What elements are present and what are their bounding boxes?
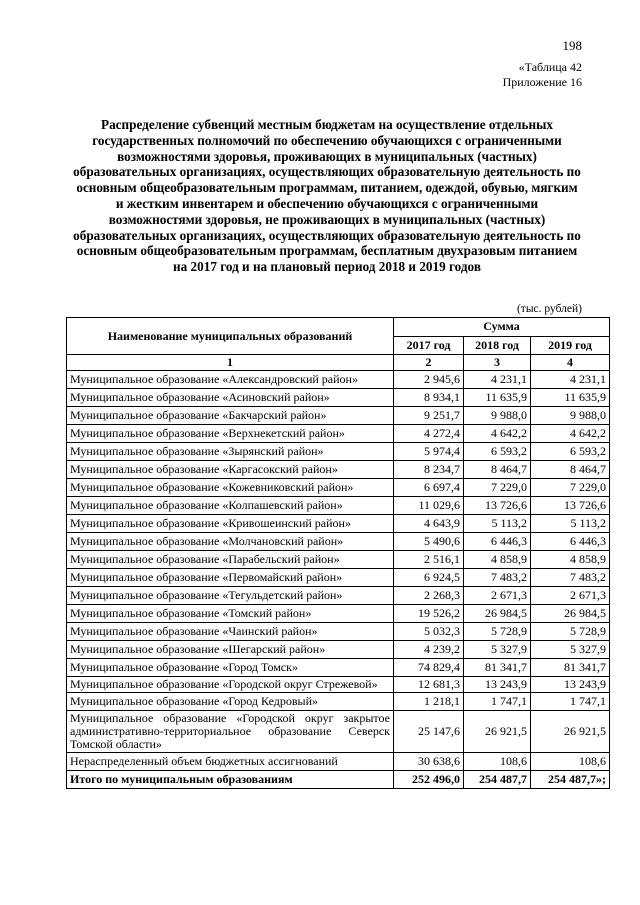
table-row [67,443,610,461]
amount-2019: 5 327,9 [531,641,610,659]
municipality-name: Муниципальное образование «Город Кедровый» [67,693,394,711]
amount-2017: 2 945,6 [394,371,464,389]
amount-2017: 6 697,4 [394,479,464,497]
amount-2018: 4 231,1 [464,371,531,389]
amount-2017: 74 829,4 [394,659,464,677]
amount-2018: 4 642,2 [464,425,531,443]
municipality-name: Муниципальное образование «Александровский район» [67,371,394,389]
table-row [67,677,610,693]
amount-2019: 26 921,5 [531,711,610,753]
table-row [67,461,610,479]
municipality-name: Муниципальное образование «Город Томск» [67,659,394,677]
amount-2019: 4 858,9 [531,551,610,569]
amount-2017: 5 490,6 [394,533,464,551]
table-row [67,711,610,753]
table-row [67,605,610,623]
amount-2017: 2 516,1 [394,551,464,569]
municipality-name: Муниципальное образование «Городской округ Стрежевой» [67,677,394,693]
amount-2018: 5 728,9 [464,623,531,641]
amount-2017: 8 934,1 [394,389,464,407]
amount-2018: 6 593,2 [464,443,531,461]
amount-2018: 5 113,2 [464,515,531,533]
table-row [67,371,610,389]
amount-2019: 108,6 [531,753,610,771]
total-2018: 254 487,7 [464,771,531,789]
amount-2019: 6 446,3 [531,533,610,551]
column-index: 3 [464,355,531,371]
total-2019: 254 487,7»; [531,771,610,789]
table-row [67,753,610,771]
amount-2019: 7 229,0 [531,479,610,497]
amount-2018: 7 483,2 [464,569,531,587]
amount-2018: 26 984,5 [464,605,531,623]
table-row [67,533,610,551]
table-row [67,693,610,711]
amount-2017: 19 526,2 [394,605,464,623]
amount-2018: 4 858,9 [464,551,531,569]
municipality-name: Муниципальное образование «Шегарский район» [67,641,394,659]
amount-2017: 12 681,3 [394,677,464,693]
amount-2017: 5 974,4 [394,443,464,461]
amount-2018: 81 341,7 [464,659,531,677]
column-index: 4 [531,355,610,371]
column-index: 1 [67,355,394,371]
amount-2017: 4 272,4 [394,425,464,443]
amount-2019: 2 671,3 [531,587,610,605]
header-year-2018: 2018 год [464,336,531,355]
amount-2018: 1 747,1 [464,693,531,711]
total-label: Итого по муниципальным образованиям [67,771,394,789]
amount-2019: 26 984,5 [531,605,610,623]
header-municipality: Наименование муниципальных образований [67,318,394,355]
amount-2019: 1 747,1 [531,693,610,711]
amount-2019: 13 243,9 [531,677,610,693]
document-title: Распределение субвенций местным бюджетам на осуществление отдельных государственных полномочий по обеспечению обучающихся с ограниченными возможностями здоровья, проживающих в муниципальных (частных) образовательных организациях, осуществляющих образовательную деятельность по основным общеобразовательным программам, питанием, одеждой, обувью, мягким и жестким инвентарем и обеспечению обучающихся с ограниченными возможностями здоровья, не проживающих в муниципальных (частных) образовательных организациях, осуществляющих образовательную деятельность по основным общеобразовательным программам, бесплатным двухразовым питанием на 2017 год и на плановый период 2018 и 2019 годов [73,117,581,275]
column-index: 2 [394,355,464,371]
subvention-table [66,317,610,789]
amount-2017: 4 643,9 [394,515,464,533]
amount-2017: 2 268,3 [394,587,464,605]
table-row [67,515,610,533]
header-sum: Сумма [394,318,610,337]
amount-2017: 6 924,5 [394,569,464,587]
municipality-name: Муниципальное образование «Каргасокский район» [67,461,394,479]
municipality-name: Нераспределенный объем бюджетных ассигнований [67,753,394,771]
municipality-name: Муниципальное образование «Кривошеинский район» [67,515,394,533]
amount-2018: 11 635,9 [464,389,531,407]
amount-2018: 13 726,6 [464,497,531,515]
amount-2017: 25 147,6 [394,711,464,753]
table-reference [503,60,582,90]
table-row [67,425,610,443]
amount-2019: 4 231,1 [531,371,610,389]
table-row [67,407,610,425]
amount-2018: 2 671,3 [464,587,531,605]
table-row [67,641,610,659]
amount-2018: 8 464,7 [464,461,531,479]
amount-2018: 26 921,5 [464,711,531,753]
amount-2019: 4 642,2 [531,425,610,443]
appendix-number: Приложение 16 [502,75,582,89]
municipality-name: Муниципальное образование «Молчановский район» [67,533,394,551]
header-year-2019: 2019 год [531,336,610,355]
total-2017: 252 496,0 [394,771,464,789]
amount-2019: 8 464,7 [531,461,610,479]
amount-2018: 13 243,9 [464,677,531,693]
table-row [67,623,610,641]
amount-2018: 6 446,3 [464,533,531,551]
table-row [67,587,610,605]
amount-2017: 8 234,7 [394,461,464,479]
header-year-2017: 2017 год [394,336,464,355]
municipality-name: Муниципальное образование «Колпашевский район» [67,497,394,515]
amount-2019: 13 726,6 [531,497,610,515]
municipality-name: Муниципальное образование «Кожевниковский район» [67,479,394,497]
amount-2017: 9 251,7 [394,407,464,425]
municipality-name: Муниципальное образование «Зырянский район» [67,443,394,461]
municipality-name: Муниципальное образование «Тегульдетский район» [67,587,394,605]
amount-2019: 11 635,9 [531,389,610,407]
amount-2019: 5 728,9 [531,623,610,641]
table-row [67,551,610,569]
amount-2017: 4 239,2 [394,641,464,659]
unit-label: (тыс. рублей) [516,303,582,315]
table-row [67,659,610,677]
municipality-name: Муниципальное образование «Городской округ закрытое административно-территориальное образование Северск Томской области» [67,711,394,753]
amount-2017: 5 032,3 [394,623,464,641]
amount-2017: 1 218,1 [394,693,464,711]
municipality-name: Муниципальное образование «Верхнекетский район» [67,425,394,443]
amount-2019: 9 988,0 [531,407,610,425]
table-row [67,479,610,497]
municipality-name: Муниципальное образование «Первомайский район» [67,569,394,587]
table-row [67,497,610,515]
municipality-name: Муниципальное образование «Чаинский район» [67,623,394,641]
amount-2019: 5 113,2 [531,515,610,533]
amount-2017: 30 638,6 [394,753,464,771]
municipality-name: Муниципальное образование «Томский район» [67,605,394,623]
amount-2018: 5 327,9 [464,641,531,659]
table-row [67,569,610,587]
amount-2019: 6 593,2 [531,443,610,461]
table-row [67,389,610,407]
amount-2019: 81 341,7 [531,659,610,677]
total-row [67,771,610,789]
amount-2018: 108,6 [464,753,531,771]
municipality-name: Муниципальное образование «Парабельский район» [67,551,394,569]
amount-2019: 7 483,2 [531,569,610,587]
municipality-name: Муниципальное образование «Бакчарский район» [67,407,394,425]
municipality-name: Муниципальное образование «Асиновский район» [67,389,394,407]
amount-2018: 9 988,0 [464,407,531,425]
amount-2018: 7 229,0 [464,479,531,497]
amount-2017: 11 029,6 [394,497,464,515]
table-number: «Таблица 42 [518,60,582,74]
page-number: 198 [562,38,582,53]
table-body [67,371,610,789]
